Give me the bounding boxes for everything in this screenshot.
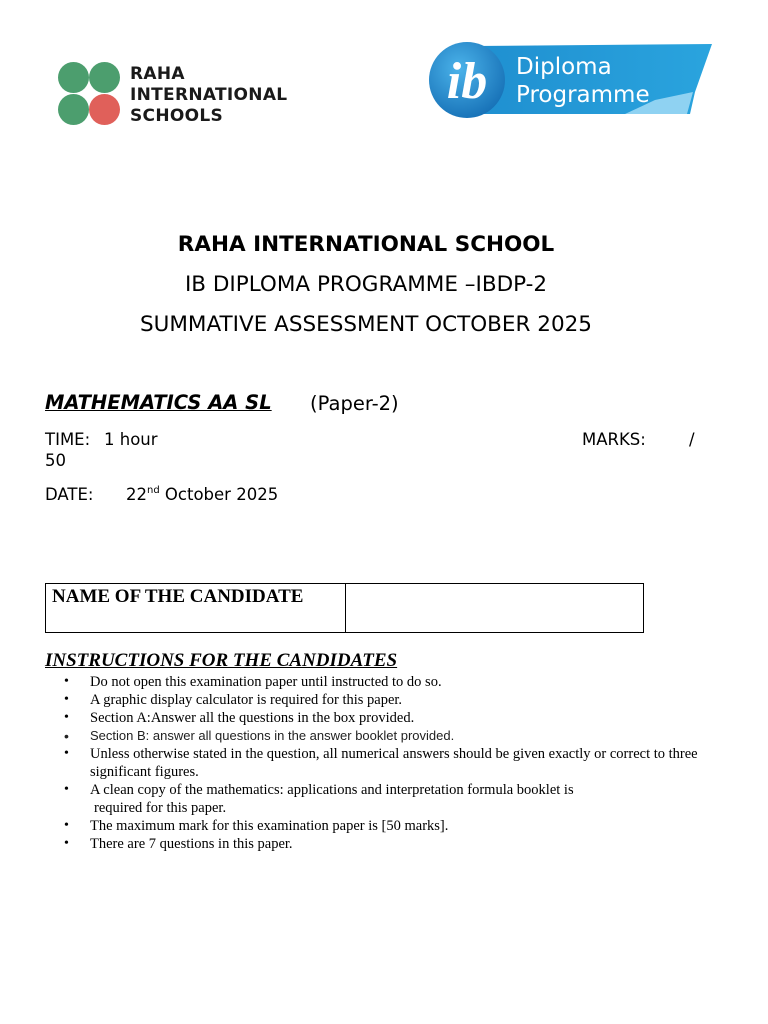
- time-value: 1 hour: [104, 430, 158, 449]
- bullet-icon: •: [64, 692, 69, 707]
- bullet-icon: •: [64, 818, 69, 833]
- instruction-text: A clean copy of the mathematics: applications and interpretation formula booklet is: [90, 782, 574, 798]
- raha-logo-line: RAHA: [130, 64, 185, 84]
- ib-diploma-logo: [425, 40, 715, 122]
- candidate-name-label: NAME OF THE CANDIDATE: [46, 584, 346, 632]
- date-month-year: October 2025: [159, 485, 279, 504]
- instruction-text: There are 7 questions in this paper.: [90, 836, 293, 852]
- instruction-item: [62, 673, 732, 691]
- instruction-item: [62, 781, 732, 817]
- ib-logo-line2: Programme: [516, 82, 650, 108]
- school-title: RAHA INTERNATIONAL SCHOOL: [177, 232, 555, 257]
- marks-total: 50: [45, 451, 66, 470]
- date-label: DATE:: [45, 485, 94, 504]
- instruction-item: [62, 745, 732, 781]
- bullet-icon: •: [64, 782, 69, 797]
- paper-label: (Paper-2): [310, 392, 399, 415]
- subject-title: MATHEMATICS AA SL: [45, 391, 272, 414]
- assessment-title: SUMMATIVE ASSESSMENT OCTOBER 2025: [139, 312, 592, 337]
- instruction-item: [62, 709, 732, 727]
- logo-dot-green: [89, 62, 120, 93]
- marks-label: MARKS:: [582, 430, 646, 449]
- programme-title: IB DIPLOMA PROGRAMME –IBDP-2: [184, 272, 548, 297]
- instruction-item: [62, 691, 732, 709]
- raha-logo-line: INTERNATIONAL: [130, 85, 288, 105]
- ib-mark-text: ib: [446, 53, 488, 110]
- logo-dot-red: [89, 94, 120, 125]
- candidate-name-table: [45, 583, 644, 633]
- logo-dot-green: [58, 62, 89, 93]
- instruction-item: [62, 727, 732, 745]
- raha-logo: [56, 60, 316, 130]
- instruction-text: Do not open this examination paper until instructed to do so.: [90, 674, 442, 690]
- bullet-icon: •: [64, 710, 69, 725]
- instructions-title: INSTRUCTIONS FOR THE CANDIDATES: [45, 650, 398, 671]
- date-suffix: nd: [147, 485, 160, 496]
- ib-logo-graphic: [425, 40, 715, 122]
- instruction-item: [62, 835, 732, 853]
- instruction-text-continued: required for this paper.: [94, 800, 227, 816]
- raha-logo-text: [130, 64, 287, 127]
- bullet-icon: •: [64, 728, 69, 744]
- instruction-text: A graphic display calculator is required for this paper.: [90, 692, 403, 708]
- bullet-icon: •: [64, 746, 69, 761]
- bullet-icon: •: [64, 836, 69, 851]
- ib-logo-line1: Diploma: [516, 54, 612, 80]
- instruction-text: The maximum mark for this examination paper is [50 marks].: [90, 818, 449, 834]
- instruction-text-continued: significant figures.: [90, 764, 199, 780]
- raha-logo-line: SCHOOLS: [130, 106, 224, 126]
- candidate-name-field[interactable]: [346, 584, 643, 632]
- date-value: [126, 485, 278, 504]
- date-day: 22: [126, 485, 147, 504]
- time-label: TIME:: [45, 430, 91, 449]
- instruction-item: [62, 817, 732, 835]
- marks-slash: /: [689, 430, 695, 449]
- bullet-icon: •: [64, 674, 69, 689]
- logo-dot-green: [58, 94, 89, 125]
- instructions-list: [62, 673, 732, 853]
- instruction-text: Section A:Answer all the questions in the box provided.: [90, 710, 415, 726]
- instruction-text: Section B: answer all questions in the answer booklet provided.: [90, 728, 455, 743]
- instruction-text: Unless otherwise stated in the question, all numerical answers should be given exactly or correct to three: [90, 746, 698, 762]
